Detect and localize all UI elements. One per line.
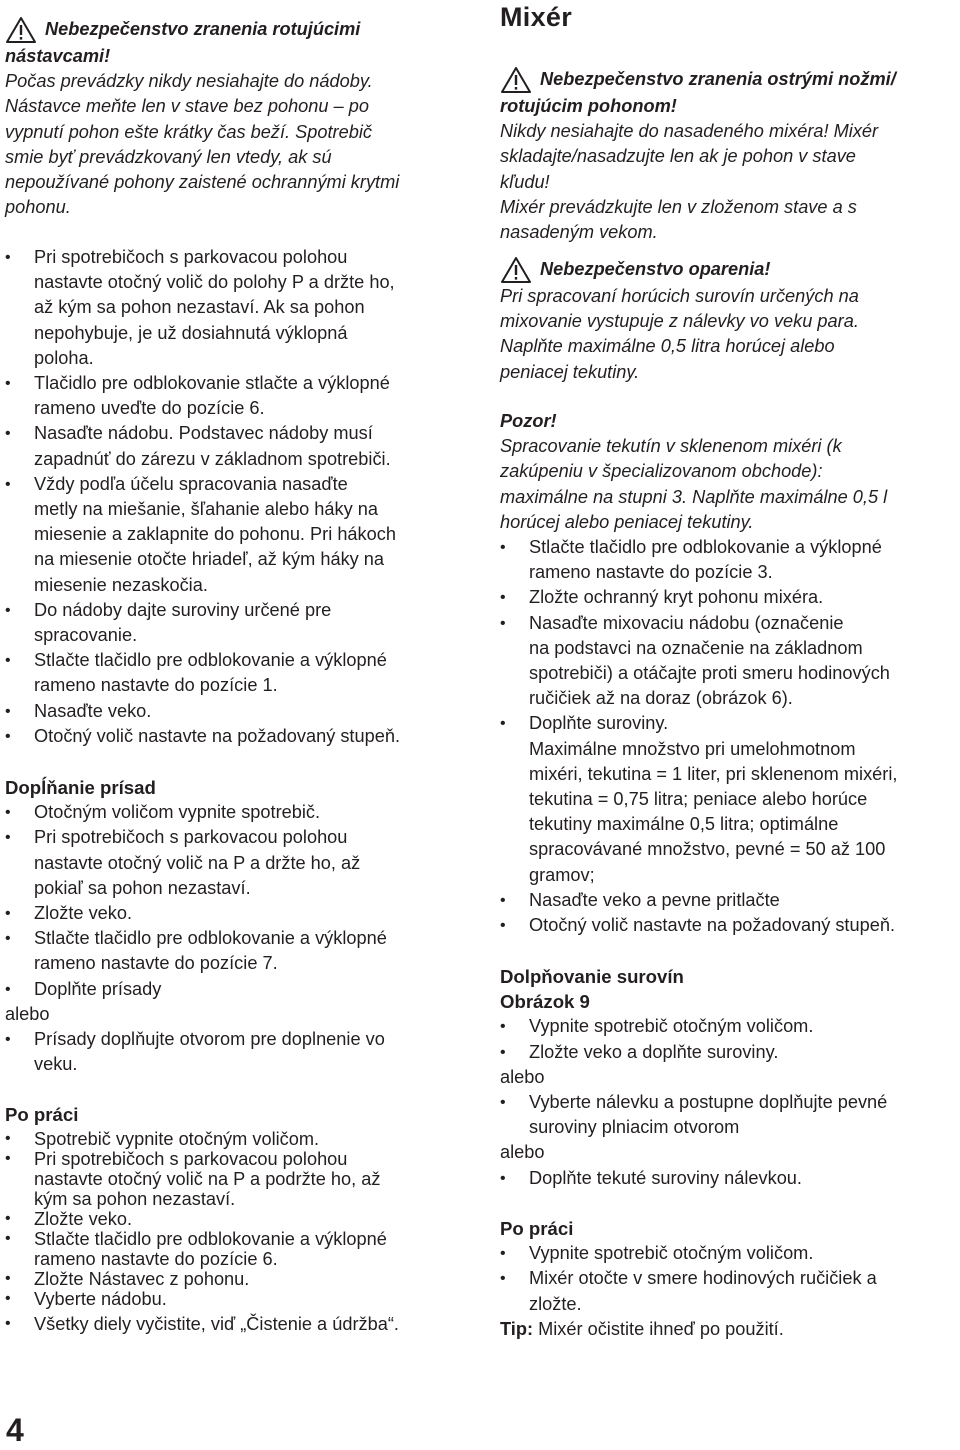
section-heading: Po práci — [5, 1104, 79, 1125]
list-item-line: miesenie a zaklapnite do pohonu. Pri hákoch — [34, 524, 396, 545]
list-item — [500, 913, 955, 938]
list-item-line: • Zložte ochranný kryt pohonu mixéra. — [529, 587, 824, 608]
list-item-line: • Vyberte nálevku a postupne doplňujte pevné — [529, 1092, 888, 1113]
list-item — [5, 1269, 475, 1289]
list-item — [5, 724, 475, 749]
adding-list-alt — [500, 1090, 955, 1140]
list-item — [500, 585, 955, 610]
list-item — [5, 825, 475, 901]
list-item — [5, 1149, 475, 1209]
list-item-line: nastavte otočný volič na P a držte ho, až — [34, 852, 361, 873]
list-item — [500, 1266, 955, 1316]
warning-title-line: Nebezpečenstvo zranenia ostrými nožmi/ — [540, 69, 896, 90]
warning-title-line: Nebezpečenstvo zranenia rotujúcimi — [45, 19, 361, 40]
list-item-line: nastavte otočný volič na P a podržte ho, až — [34, 1169, 381, 1190]
list-item-line: • Stlačte tlačidlo pre odblokovanie a výklopné — [529, 537, 882, 557]
list-item-line: kým sa pohon nezastaví. — [34, 1189, 236, 1210]
list-item — [5, 421, 475, 471]
list-item — [500, 1090, 955, 1140]
caution-body-line: horúcej alebo peniacej tekutiny. — [500, 511, 754, 532]
warning-body-line: mixovanie vystupuje z nálevky vo veku para. — [500, 311, 859, 332]
list-item — [5, 1314, 475, 1334]
figure-reference: Obrázok 9 — [500, 991, 590, 1013]
section-heading: Po práci — [500, 1218, 574, 1239]
list-item-line: • Pri spotrebičoch s parkovacou polohou — [34, 827, 348, 848]
warning-body-line: Mixér prevádzkujte len v zloženom stave a s — [500, 196, 857, 217]
list-item-line: veku. — [34, 1054, 78, 1075]
blender-adding-section — [500, 964, 955, 1191]
warning-body-line: vypnutí pohon ešte krátky čas beží. Spotrebič — [5, 121, 372, 142]
section-heading: Dopĺňanie prísad — [5, 777, 156, 798]
list-item-line: • Otočným voličom vypnite spotrebič. — [34, 802, 321, 823]
list-item-line: tekutina = 0,75 litra; peniace alebo horúce — [529, 789, 868, 810]
list-item-line: spotrebiči) a otáčajte proti smeru hodinových — [529, 663, 890, 684]
blender-title: Mixér — [500, 2, 573, 32]
rotating-attachments-warning — [5, 16, 399, 220]
list-item-line: • Doplňte suroviny. — [529, 713, 669, 734]
list-item-line: • Nasaďte veko a pevne pritlačte — [529, 889, 780, 910]
list-item-line: • Všetky diely vyčistite, viď „Čistenie a údržba“. — [34, 1314, 399, 1335]
list-item-line: rameno nastavte do pozície 3. — [529, 562, 773, 583]
list-item-line: rameno nastavte do pozície 1. — [34, 675, 278, 696]
caution-body-line: zakúpeniu v špecializovanom obchode): — [500, 461, 823, 482]
adding-list-alt — [5, 1027, 475, 1077]
list-item-line: • Prísady doplňujte otvorom pre doplnenie vo — [34, 1029, 385, 1050]
list-item — [5, 371, 475, 421]
caution-note — [500, 409, 887, 535]
list-item-line: zapadnúť do zárezu v základnom spotrebiči. — [34, 448, 391, 469]
list-item — [5, 800, 475, 825]
list-item-line: • Zložte Nástavec z pohonu. — [34, 1269, 250, 1290]
list-item — [5, 245, 475, 371]
warning-body-line: pohonu. — [5, 197, 71, 218]
list-item-line: • Tlačidlo pre odblokovanie stlačte a výklopné — [34, 373, 390, 394]
list-item-line: rameno uveďte do pozície 6. — [34, 398, 265, 419]
list-item — [500, 1040, 955, 1065]
adding-list — [5, 800, 475, 1002]
list-item — [500, 888, 955, 913]
page-number: 4 — [6, 1412, 24, 1448]
section-heading: Dolpňovanie surovín — [500, 966, 684, 987]
list-item-line: • Stlačte tlačidlo pre odblokovanie a výklopné — [34, 650, 387, 671]
list-item — [5, 472, 475, 598]
warning-body-line: kľudu! — [500, 171, 550, 192]
list-item — [5, 1129, 475, 1149]
warning-title-line: nástavcami! — [5, 46, 111, 66]
or-label: alebo — [500, 1066, 545, 1087]
after-work-section — [5, 1102, 475, 1334]
list-item-line: metly na miešanie, šľahanie alebo háky na — [34, 499, 378, 520]
tip-text: Mixér očistite ihneď po použití. — [533, 1318, 784, 1339]
list-item-line: spracovávané množstvo, pevné = 50 až 100 — [529, 839, 886, 860]
scalding-warning — [500, 256, 859, 385]
adding-list-liquid — [500, 1166, 955, 1191]
list-item-line: • Zložte veko. — [34, 1209, 133, 1230]
warning-body-line: Nikdy nesiahajte do nasadeného mixéra! Mixér — [500, 121, 879, 142]
caution-title: Pozor! — [500, 411, 557, 431]
list-item-line: • Spotrebič vypnite otočným voličom. — [34, 1129, 320, 1150]
list-item-line: • Do nádoby dajte suroviny určené pre — [34, 599, 332, 620]
blender-steps-list — [500, 535, 955, 938]
list-item-line: poloha. — [34, 347, 94, 368]
kneading-steps-list — [5, 245, 475, 749]
list-item-line: • Vypnite spotrebič otočným voličom. — [529, 1243, 814, 1264]
list-item-line: • Vypnite spotrebič otočným voličom. — [529, 1016, 814, 1037]
list-item-line: rameno nastavte do pozície 6. — [34, 1249, 278, 1270]
list-item-line: nastavte otočný volič do polohy P a držte ho, — [34, 272, 395, 293]
list-item — [5, 901, 475, 926]
list-item-line: rameno nastavte do pozície 7. — [34, 953, 278, 974]
list-item-line: nepohybuje, je už dosiahnutá výklopná — [34, 322, 348, 343]
list-item-line: mixéri, tekutina = 1 liter, pri sklenenom mixéri, — [529, 763, 898, 784]
list-item-line: • Vždy podľa účelu spracovania nasaďte — [34, 473, 348, 494]
list-item-line: na miesenie otočte hriadeľ, až kým háky na — [34, 549, 385, 570]
list-item — [5, 926, 475, 976]
after-work-list — [500, 1241, 955, 1317]
adding-list — [500, 1014, 955, 1064]
list-item — [5, 977, 475, 1002]
warning-body-line: Pri spracovaní horúcich surovín určených na — [500, 286, 859, 306]
list-item-line: tekutiny maximálne 0,5 litra; optimálne — [529, 814, 839, 835]
sharp-blades-warning — [500, 66, 896, 245]
list-item-line: spracovanie. — [34, 625, 138, 646]
list-item-line: zložte. — [529, 1293, 582, 1314]
blender-after-work-section — [500, 1216, 955, 1342]
warning-triangle-icon — [500, 256, 532, 284]
list-item-line: až kým sa pohon nezastaví. Ak sa pohon — [34, 297, 365, 318]
warning-body-line: peniacej tekutiny. — [500, 361, 640, 382]
list-item — [500, 711, 955, 887]
tip-label: Tip: — [500, 1318, 534, 1339]
list-item-line: • Nasaďte veko. — [34, 700, 152, 721]
list-item — [500, 1014, 955, 1039]
list-item-line: miesenie nezaskočia. — [34, 574, 208, 595]
adding-ingredients-section — [5, 775, 475, 1077]
list-item-line: pokiaľ sa pohon nezastaví. — [34, 877, 251, 898]
list-item — [500, 1241, 955, 1266]
list-item — [500, 611, 955, 712]
warning-body-line: nasadeným vekom. — [500, 222, 658, 243]
list-item-line: • Mixér otočte v smere hodinových ručičiek a — [529, 1268, 877, 1289]
list-item-line: • Zložte veko. — [34, 903, 133, 924]
list-item-line: gramov; — [529, 864, 595, 885]
list-item-line: • Stlačte tlačidlo pre odblokovanie a výklopné — [34, 1229, 387, 1250]
list-item-line: • Nasaďte nádobu. Podstavec nádoby musí — [34, 423, 373, 444]
list-item-line: • Pri spotrebičoch s parkovacou polohou — [34, 1149, 348, 1170]
list-item-line: • Stlačte tlačidlo pre odblokovanie a výklopné — [34, 928, 387, 949]
warning-body-line: Počas prevádzky nikdy nesiahajte do nádoby. — [5, 71, 373, 92]
warning-body-line: Nástavce meňte len v stave bez pohonu – po — [5, 96, 369, 117]
warning-body-line: Naplňte maximálne 0,5 litra horúcej alebo — [500, 336, 835, 357]
list-item-line: • Doplňte tekuté suroviny nálevkou. — [529, 1167, 802, 1188]
warning-body-line: skladajte/nasadzujte len ak je pohon v stave — [500, 146, 856, 167]
list-item-line: • Vyberte nádobu. — [34, 1289, 167, 1310]
list-item — [5, 1209, 475, 1229]
list-item — [5, 699, 475, 724]
list-item — [500, 535, 955, 585]
list-item — [500, 1166, 955, 1191]
warning-body-line: nepoužívané pohony zaistené ochrannými krytmi — [5, 172, 400, 193]
or-label: alebo — [500, 1142, 545, 1163]
caution-body-line: maximálne na stupni 3. Naplňte maximálne 0,5 l — [500, 486, 888, 507]
tip-line — [500, 1317, 955, 1342]
or-label: alebo — [5, 1003, 50, 1024]
list-item-line: • Otočný volič nastavte na požadovaný stupeň. — [529, 915, 895, 936]
warning-title-line: rotujúcim pohonom! — [500, 96, 677, 116]
caution-body-line: Spracovanie tekutín v sklenenom mixéri (k — [500, 436, 842, 457]
warning-body-line: smie byť prevádzkovaný len vtedy, ak sú — [5, 146, 332, 167]
list-item — [5, 598, 475, 648]
list-item-line: suroviny plniacim otvorom — [529, 1117, 740, 1138]
list-item — [5, 1229, 475, 1269]
list-item-line: • Zložte veko a doplňte suroviny. — [529, 1041, 779, 1062]
list-item-line: • Pri spotrebičoch s parkovacou polohou — [34, 247, 348, 267]
warning-title-line: Nebezpečenstvo oparenia! — [540, 259, 771, 280]
list-item-line: ručičiek až na doraz (obrázok 6). — [529, 688, 793, 709]
list-item-line: na podstavci na označenie na základnom — [529, 637, 863, 658]
list-item-line: • Otočný volič nastavte na požadovaný stupeň. — [34, 725, 400, 746]
list-item — [5, 648, 475, 698]
list-item — [5, 1027, 475, 1077]
list-item-line: • Doplňte prísady — [34, 978, 162, 999]
list-item — [5, 1289, 475, 1309]
warning-triangle-icon — [500, 66, 532, 94]
list-item-line: • Nasaďte mixovaciu nádobu (označenie — [529, 612, 844, 633]
list-item-line: Maximálne množstvo pri umelohmotnom — [529, 738, 856, 759]
after-work-list — [5, 1129, 475, 1334]
warning-triangle-icon — [5, 16, 37, 44]
